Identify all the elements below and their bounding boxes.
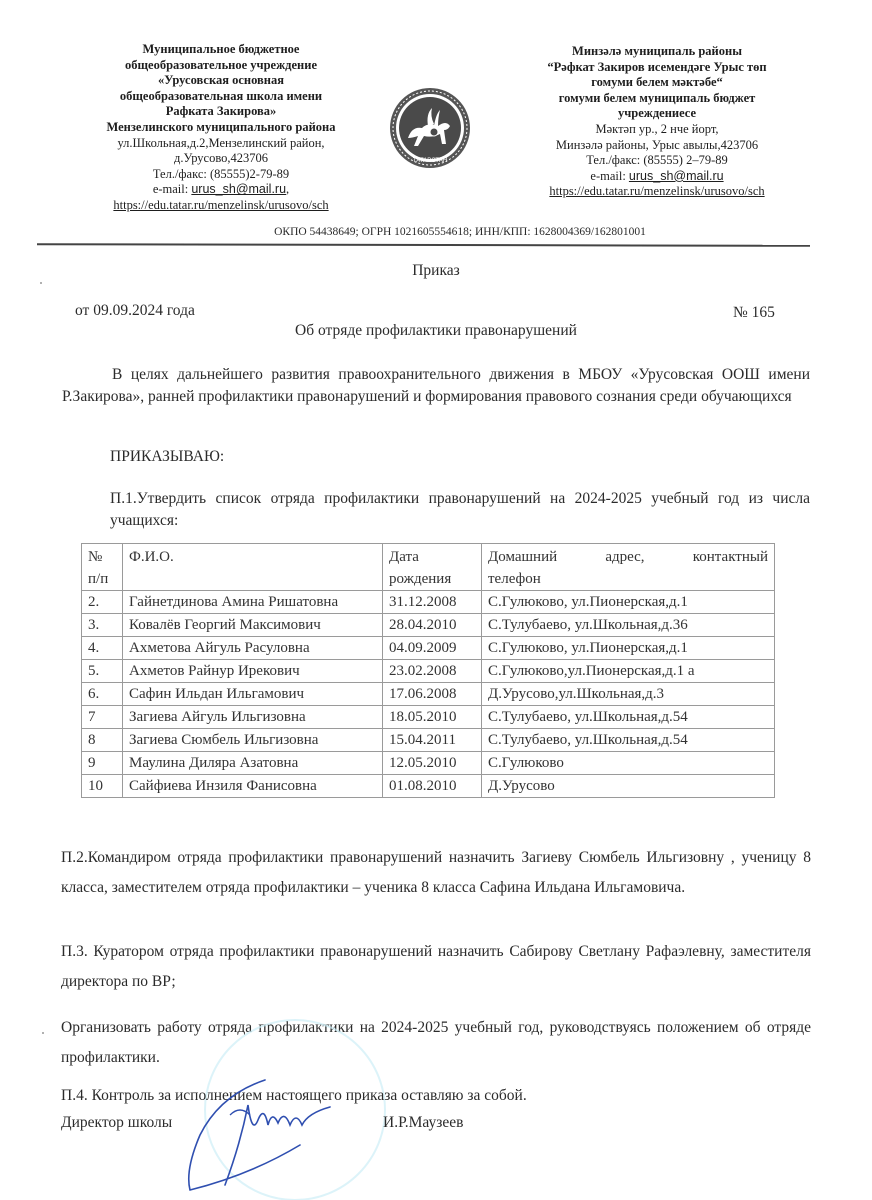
- email-label: e-mail:: [590, 168, 629, 183]
- table-row: [82, 591, 775, 614]
- paragraph-3: П.3. Куратором отряда профилактики правонарушений назначить Сабирову Светлану Рафаэлевну, заместителя директора по ВР;: [61, 943, 811, 990]
- director-name: И.Р.Маузеев: [383, 1114, 464, 1131]
- cell-num: 7: [82, 706, 123, 729]
- header-num-line: п/п: [88, 571, 109, 587]
- scan-speck: [42, 1032, 44, 1034]
- paragraph-3-organize: Организовать работу отряда профилактики на 2024-2025 учебный год, руководствуясь положением об отряде профилактики.: [61, 1019, 811, 1066]
- squad-members-table: [81, 543, 775, 798]
- cell-name: Загиева Айгуль Ильгизовна: [123, 706, 383, 729]
- header-num: [82, 544, 123, 591]
- header-left-email-line: [62, 182, 380, 198]
- header-right-line: гомуми белем муниципаль бюджет: [558, 90, 756, 105]
- cell-address: С.Гулюково, ул.Пионерская,д.1: [482, 591, 775, 614]
- paragraph-2: П.2.Командиром отряда профилактики правонарушений назначить Загиеву Сюмбель Ильгизовну , ученицу 8 класса, заместителем отряда профилактики – ученика 8 класса Сафина Ильдана Ильгамовича.: [61, 849, 811, 896]
- table-row: [82, 637, 775, 660]
- table-row: [82, 614, 775, 637]
- header-left-line: общеобразовательная школа имени: [119, 88, 323, 103]
- email-link[interactable]: urus_sh@mail.ru: [191, 182, 287, 197]
- cell-num: 2.: [82, 591, 123, 614]
- cell-dob: 04.09.2009: [383, 637, 482, 660]
- cell-address: С.Гулюково, ул.Пионерская,д.1: [482, 637, 775, 660]
- cell-address: Д.Урусово: [482, 775, 775, 798]
- website-link[interactable]: https://edu.tatar.ru/menzelinsk/urusovo/sch: [113, 197, 329, 212]
- cell-num: 8: [82, 729, 123, 752]
- cell-num: 6.: [82, 683, 123, 706]
- header-address-word: Домашний: [488, 549, 558, 565]
- header-left-line: Рафката Закирова»: [165, 104, 277, 119]
- header-left-address: ул.Школьная,д.2,Мензелинский район,: [117, 135, 325, 150]
- document-date: от 09.09.2024 года: [75, 302, 195, 319]
- cell-address: С.Гулюково: [482, 752, 775, 775]
- header-dob: [383, 544, 482, 591]
- cell-dob: 23.02.2008: [383, 660, 482, 683]
- document-title: Приказ: [412, 262, 460, 279]
- header-address-line: телефон: [488, 571, 541, 587]
- header-address-line: [488, 546, 768, 568]
- tatarstan-emblem-icon: [388, 86, 472, 170]
- paragraph-1: П.1.Утвердить список отряда профилактики правонарушений на 2024-2025 учебный год из числа учащихся:: [110, 490, 810, 529]
- table-row: [82, 752, 775, 775]
- table-row: [82, 706, 775, 729]
- header-divider: [37, 243, 810, 247]
- director-label: Директор школы: [61, 1114, 173, 1131]
- cell-name: Сафин Ильдан Ильгамович: [123, 683, 383, 706]
- header-right-line: Минзәлә муниципаль районы: [572, 44, 742, 58]
- cell-address: Д.Урусово,ул.Школьная,д.3: [482, 683, 775, 706]
- paragraph-4: П.4. Контроль за исполнением настоящего приказа оставляю за собой.: [61, 1087, 527, 1104]
- header-num-line: №: [88, 549, 103, 565]
- header-left-address: д.Урусово,423706: [173, 151, 269, 166]
- header-right-tatar: [492, 44, 822, 200]
- cell-dob: 31.12.2008: [383, 591, 482, 614]
- cell-name: Ахметов Райнур Ирекович: [123, 660, 383, 683]
- cell-dob: 15.04.2011: [383, 729, 482, 752]
- header-left-line: Муниципальное бюджетное: [142, 42, 300, 56]
- cell-num: 10: [82, 775, 123, 798]
- cell-dob: 12.05.2010: [383, 752, 482, 775]
- preamble-text: В целях дальнейшего развития правоохранительного движения в МБОУ «Урусовская ООШ имени Р.Закирова», ранней профилактики правонарушений и формирования правового сознания среди обучающихся: [62, 366, 810, 405]
- header-right-email-line: [492, 169, 822, 185]
- header-left-line: Мензелинского муниципального района: [106, 119, 336, 134]
- emblem-text: ТАТАРСТАН: [412, 158, 448, 164]
- table-row: [82, 660, 775, 683]
- document-number: № 165: [733, 304, 775, 321]
- header-name: Ф.И.О.: [123, 544, 383, 591]
- header-left-line: «Урусовская основная: [157, 73, 285, 88]
- cell-name: Ахметова Айгуль Расуловна: [123, 637, 383, 660]
- cell-name: Загиева Сюмбель Ильгизовна: [123, 729, 383, 752]
- cell-name: Маулина Диляра Азатовна: [123, 752, 383, 775]
- header-right-phone: Тел./факс: (85555) 2–79-89: [586, 153, 728, 168]
- header-right-address: Минзәлә районы, Урыс авылы,423706: [555, 137, 759, 152]
- cell-address: С.Тулубаево, ул.Школьная,д.54: [482, 706, 775, 729]
- preamble: [62, 364, 810, 408]
- header-address-word: адрес,: [605, 549, 645, 565]
- cell-num: 5.: [82, 660, 123, 683]
- cell-dob: 01.08.2010: [383, 775, 482, 798]
- cell-address: С.Гулюково,ул.Пионерская,д.1 а: [482, 660, 775, 683]
- cell-name: Ковалёв Георгий Максимович: [123, 614, 383, 637]
- header-address-word: контактный: [692, 549, 768, 565]
- header-dob-line: Дата: [389, 549, 419, 565]
- table-row: [82, 683, 775, 706]
- header-left-phone: Тел./факс: (85555)2-79-89: [152, 166, 290, 181]
- header-address: [482, 544, 775, 591]
- email-link[interactable]: urus_sh@mail.ru: [628, 168, 724, 183]
- signature-icon: [130, 1075, 360, 1195]
- header-right-line: “Рәфкат Закиров исемендәге Урыс төп: [547, 59, 767, 74]
- cell-address: С.Тулубаево, ул.Школьная,д.36: [482, 614, 775, 637]
- table-row: [82, 729, 775, 752]
- requisites: ОКПО 54438649; ОГРН 1021605554618; ИНН/КПП: 1628004369/162801001: [274, 226, 646, 238]
- scan-speck: [40, 282, 42, 284]
- cell-name: Гайнетдинова Амина Ришатовна: [123, 591, 383, 614]
- order-word: ПРИКАЗЫВАЮ:: [110, 448, 225, 465]
- header-right-address: Мәктәп ур., 2 нче йорт,: [595, 121, 719, 136]
- header-left-russian: [62, 42, 380, 214]
- cell-num: 3.: [82, 614, 123, 637]
- header-right-line: гомуми белем мәктәбе“: [591, 75, 723, 90]
- document-subject: Об отряде профилактики правонарушений: [295, 322, 577, 339]
- cell-dob: 18.05.2010: [383, 706, 482, 729]
- cell-dob: 28.04.2010: [383, 614, 482, 637]
- table-header-row: [82, 544, 775, 591]
- cell-dob: 17.06.2008: [383, 683, 482, 706]
- header-dob-line: рождения: [389, 571, 452, 587]
- cell-num: 4.: [82, 637, 123, 660]
- header-left-line: общеобразовательное учреждение: [125, 57, 317, 72]
- table-row: [82, 775, 775, 798]
- email-suffix: ,: [286, 182, 290, 197]
- cell-name: Сайфиева Инзиля Фанисовна: [123, 775, 383, 798]
- header-right-line: учреждениесе: [617, 106, 697, 121]
- cell-address: С.Тулубаево, ул.Школьная,д.54: [482, 729, 775, 752]
- cell-num: 9: [82, 752, 123, 775]
- website-link[interactable]: https://edu.tatar.ru/menzelinsk/urusovo/sch: [549, 184, 765, 199]
- email-label: e-mail:: [152, 182, 192, 197]
